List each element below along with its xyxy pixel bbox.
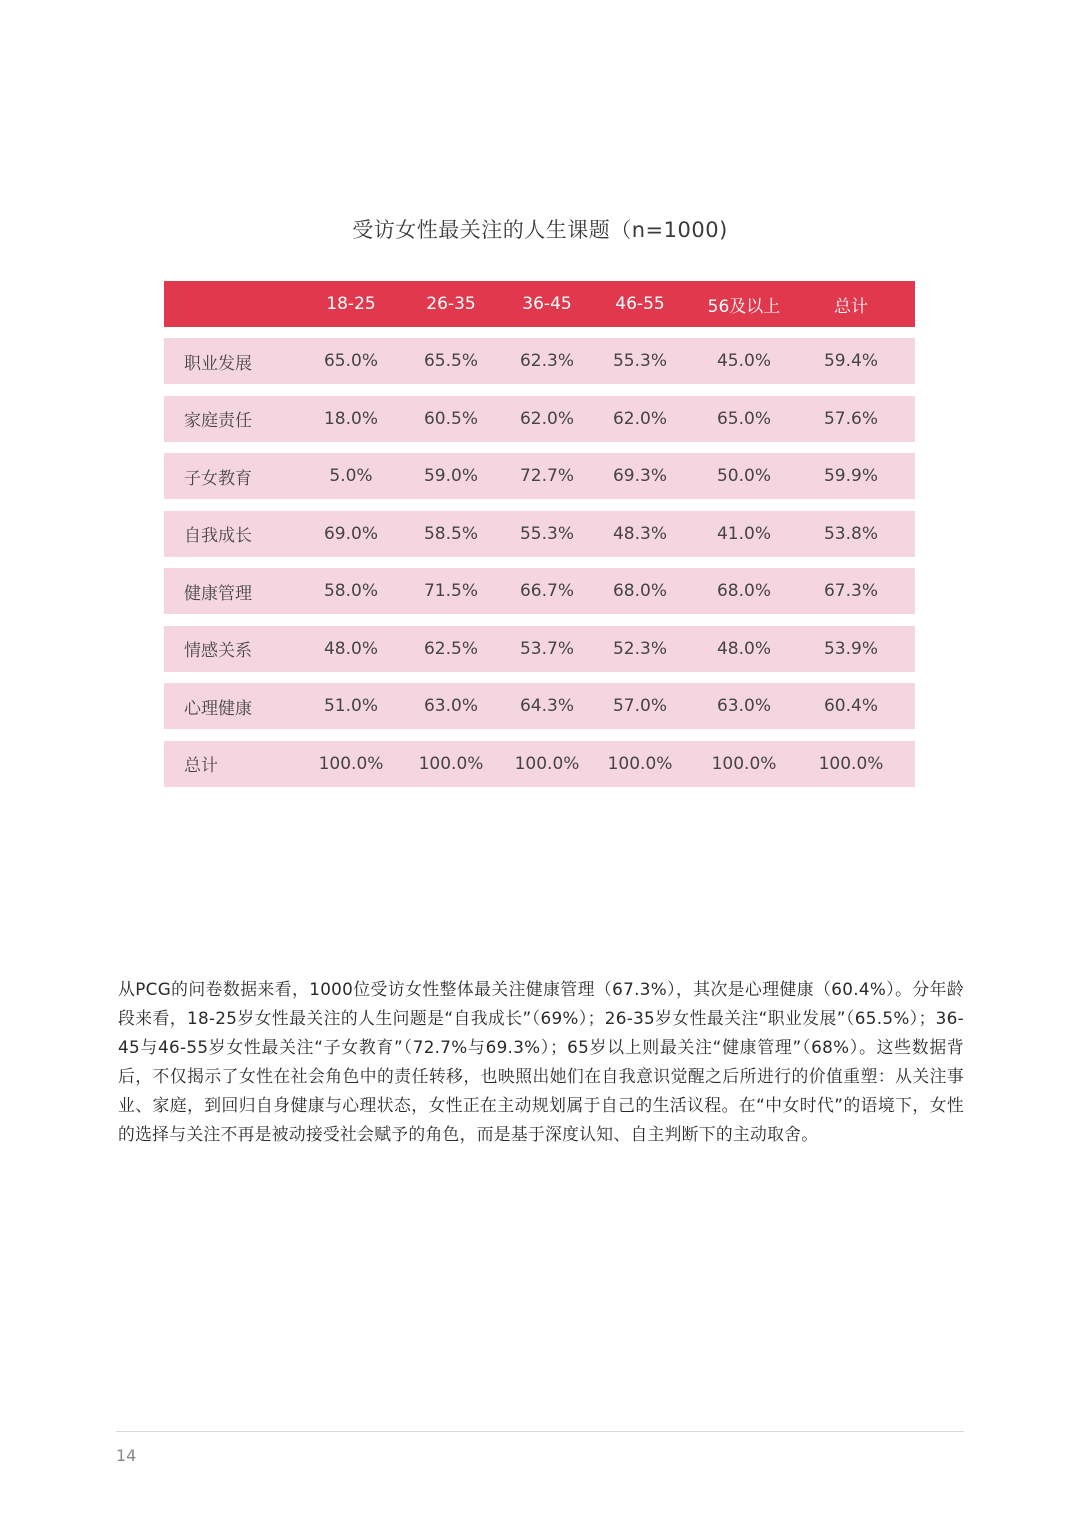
table-cell: 62.0%	[519, 408, 575, 429]
data-table	[164, 281, 915, 798]
row-label: 总计	[184, 756, 218, 776]
table-cell: 50.0%	[716, 466, 772, 486]
table-cell: 53.8%	[823, 523, 879, 544]
table-cell: 100.0%	[607, 753, 673, 774]
table-cell: 48.0%	[716, 638, 772, 659]
table-cell: 55.3%	[519, 523, 575, 544]
table-row	[164, 396, 915, 442]
table-cell: 52.3%	[612, 638, 668, 659]
table-cell: 72.7%	[519, 466, 575, 486]
table-cell: 62.0%	[612, 408, 668, 429]
row-label: 家庭责任	[184, 411, 252, 431]
table-cell: 45.0%	[716, 351, 772, 371]
table-cell: 65.0%	[716, 408, 772, 429]
table-cell: 59.4%	[823, 351, 879, 371]
table-cell: 66.7%	[519, 581, 575, 601]
table-row	[164, 338, 915, 384]
row-label: 健康管理	[184, 583, 252, 604]
row-label: 心理健康	[184, 698, 252, 719]
body-paragraph: 从PCG的问卷数据来看，1000位受访女性整体最关注健康管理（67.3%），其次是心理健康（60.4%）。分年龄段来看，18-25岁女性最关注的人生问题是“自我成长”（69%）；26-35岁女性最关注“职业发展”（65.5%）；36-45与46-55岁女性最关注“子女教育”（72.7%与69.3%）；65岁以上则最关注“健康管理”（68%）。这些数据背后，不仅揭示了女性在社会角色中的责任转移，也映照出她们在自我意识觉醒之后所进行的价值重塑：从关注事业、家庭，到回归自身健康与心理状态，女性正在主动规划属于自己的生活议程。在“中女时代”的语境下，女性的选择与关注不再是被动接受社会赋予的角色，而是基于深度认知、自主判断下的主动取舍。	[118, 978, 965, 1144]
table-cell: 100.0%	[318, 753, 384, 774]
table-cell: 62.3%	[519, 351, 575, 371]
table-header-row	[164, 281, 915, 327]
table-cell: 59.0%	[423, 466, 479, 486]
row-label: 职业发展	[184, 353, 252, 374]
table-cell: 68.0%	[716, 581, 772, 601]
column-header-46-55: 46-55	[615, 294, 665, 314]
table-cell: 48.0%	[323, 638, 379, 659]
row-label: 自我成长	[184, 526, 252, 546]
table-cell: 18.0%	[323, 408, 379, 429]
column-header-18-25: 18-25	[326, 294, 376, 314]
table-title: 受访女性最关注的人生课题（n=1000)	[352, 218, 728, 242]
table-cell: 58.5%	[423, 523, 479, 544]
table-cell: 55.3%	[612, 351, 668, 371]
table-cell: 100.0%	[514, 753, 580, 774]
table-cell: 53.7%	[519, 638, 575, 659]
table-row	[164, 683, 915, 729]
column-header-total: 总计	[834, 296, 868, 317]
table-cell: 63.0%	[716, 696, 772, 716]
table-cell: 60.5%	[423, 408, 479, 429]
table-cell: 100.0%	[818, 753, 884, 774]
table-cell: 65.0%	[323, 351, 379, 371]
table-cell: 64.3%	[519, 696, 575, 716]
table-row	[164, 453, 915, 499]
column-header-36-45: 36-45	[522, 294, 572, 314]
table-row	[164, 626, 915, 672]
column-header-56-plus: 56及以上	[707, 296, 781, 317]
table-row	[164, 568, 915, 614]
row-label: 情感关系	[184, 641, 252, 661]
table-cell: 5.0%	[329, 466, 373, 486]
table-row	[164, 511, 915, 557]
table-cell: 58.0%	[323, 581, 379, 601]
table-cell: 62.5%	[423, 638, 479, 659]
table-cell: 60.4%	[823, 696, 879, 716]
table-cell: 41.0%	[716, 523, 772, 544]
table-cell: 53.9%	[823, 638, 879, 659]
table-cell: 63.0%	[423, 696, 479, 716]
table-cell: 100.0%	[711, 753, 777, 774]
row-label: 子女教育	[184, 468, 252, 489]
column-header-26-35: 26-35	[426, 294, 476, 314]
footer-divider	[116, 1431, 964, 1432]
table-cell: 57.0%	[612, 696, 668, 716]
table-cell: 68.0%	[612, 581, 668, 601]
table-row-total	[164, 741, 915, 787]
table-cell: 51.0%	[323, 696, 379, 716]
page-number: 14	[116, 1446, 137, 1465]
table-cell: 67.3%	[823, 581, 879, 601]
table-cell: 69.0%	[323, 523, 379, 544]
table-cell: 69.3%	[612, 466, 668, 486]
table-cell: 57.6%	[823, 408, 879, 429]
table-cell: 100.0%	[418, 753, 484, 774]
table-cell: 71.5%	[423, 581, 479, 601]
table-cell: 59.9%	[823, 466, 879, 486]
table-cell: 65.5%	[423, 351, 479, 371]
table-cell: 48.3%	[612, 523, 668, 544]
